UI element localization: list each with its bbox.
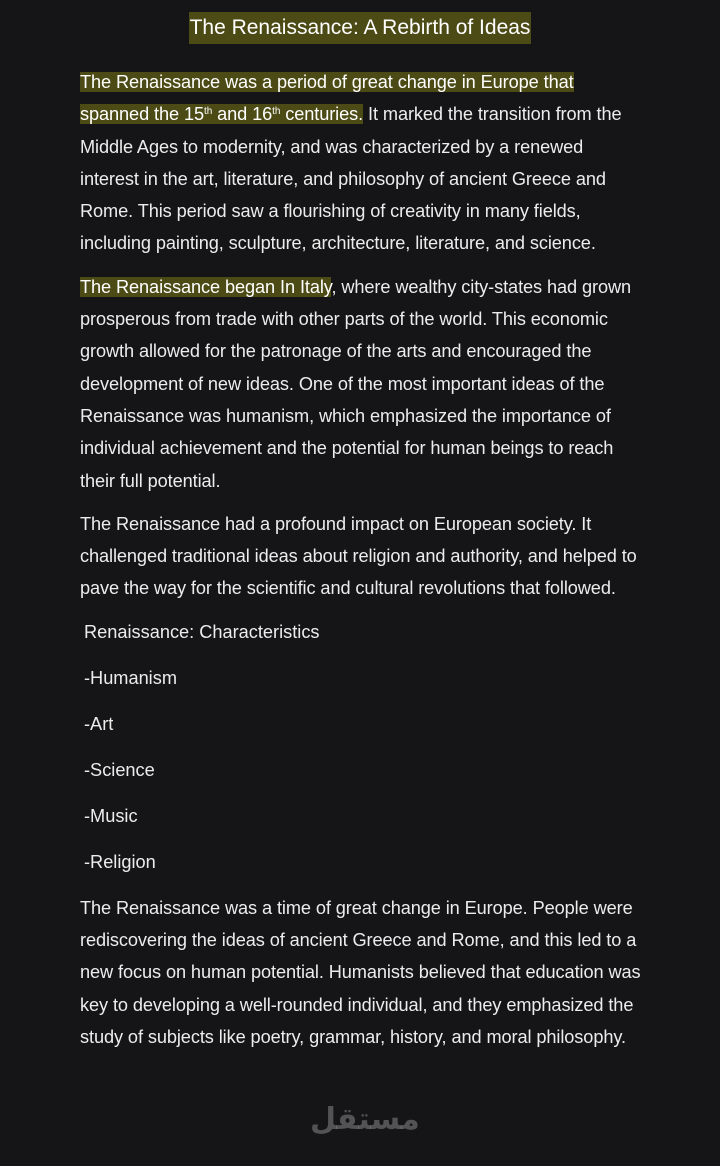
highlight-part-c: centuries.	[280, 104, 364, 125]
list-item: -Religion	[84, 851, 156, 872]
paragraph-text: It marked the transition from the Middle Ages to modernity, and was characterized by a renewed interest in the art, literature, and philosophy of ancient Greece and Rome. This period saw a flourishing of creativity in many fields, including painting, sculpture, architecture, literature, and science.	[80, 104, 622, 254]
paragraph-impact: The Renaissance had a profound impact on European society. It challenged traditional ideas about religion and authority, and helped to pave the way for the scientific and cultural revolutions that followed.	[80, 513, 637, 599]
paragraph-text: , where wealthy city-states had grown prosperous from trade with other parts of the world. This economic growth allowed for the patronage of the arts and encouraged the development of new ideas. One of the most important ideas of the Renaissance was humanism, which emphasized the importance of individual achievement and the potential for human beings to reach their full potential.	[80, 276, 632, 491]
list-item: -Science	[84, 759, 155, 780]
document-title: The Renaissance: A Rebirth of Ideas	[189, 12, 532, 44]
list-item: -Music	[84, 805, 138, 826]
paragraph-italy	[80, 271, 645, 497]
watermark-logo: مستقل	[310, 1102, 420, 1137]
list-item: -Art	[84, 713, 114, 734]
document-body	[80, 12, 645, 1064]
highlight-part-a: The Renaissance was a period of great change in Europe that spanned the 15	[80, 72, 574, 125]
list-item: -Humanism	[84, 667, 177, 688]
title-container	[80, 12, 640, 44]
paragraph-intro	[80, 66, 645, 260]
paragraph-humanists: The Renaissance was a time of great change in Europe. People were rediscovering the ideas of ancient Greece and Rome, and this led to a new focus on human potential. Humanists believed that education was key to developing a well-rounded individual, and they emphasized the study of subjects like poetry, grammar, history, and moral philosophy.	[80, 897, 641, 1047]
highlighted-text: The Renaissance began In Italy	[80, 276, 332, 297]
list-heading: Renaissance: Characteristics	[84, 621, 320, 642]
highlight-part-b: and 16	[212, 104, 273, 125]
ordinal-suffix: th	[272, 106, 281, 118]
ordinal-suffix: th	[204, 106, 213, 118]
